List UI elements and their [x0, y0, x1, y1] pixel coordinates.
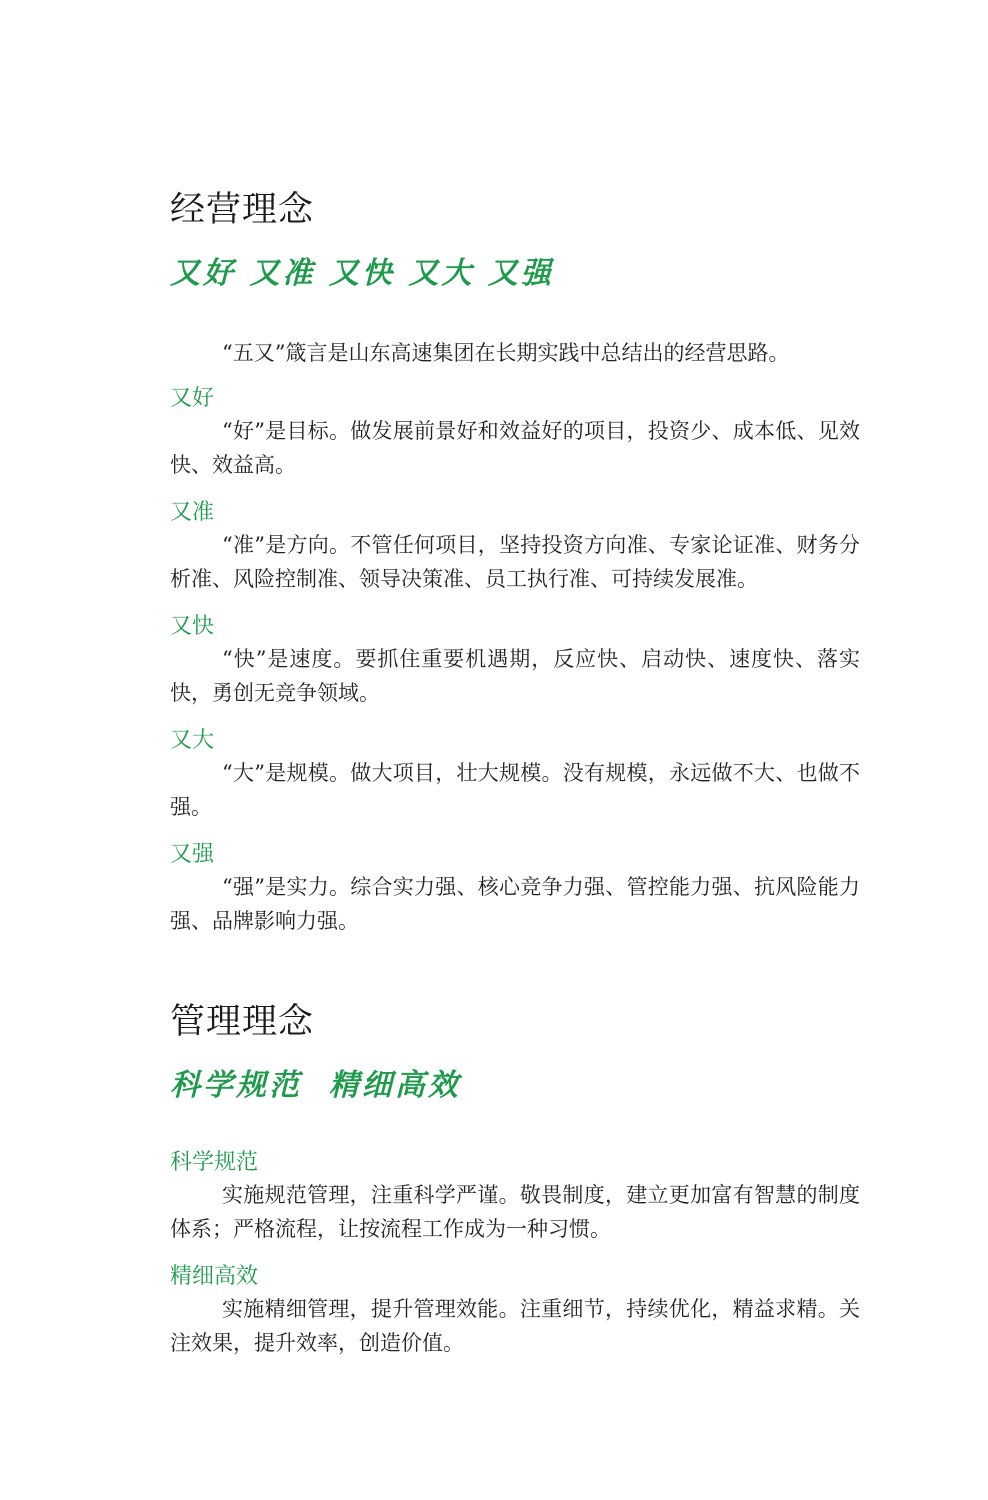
business-item — [170, 726, 860, 824]
item-body: 实施规范管理，注重科学严谨。敬畏制度，建立更加富有智慧的制度体系；严格流程，让按流程工作成为一种习惯。 — [170, 1183, 860, 1241]
item-title: 又大 — [170, 728, 215, 753]
business-items — [170, 384, 860, 954]
business-item — [170, 498, 860, 596]
item-title: 又快 — [170, 614, 215, 639]
section-title-business: 经营理念 — [170, 190, 315, 230]
item-title: 又好 — [170, 386, 215, 411]
item-body: “强”是实力。综合实力强、核心竞争力强、管控能力强、抗风险能力强、品牌影响力强。 — [170, 875, 860, 933]
business-motto: 又好 又准 又快 又大 又强 — [170, 256, 554, 291]
item-body: “准”是方向。不管任何项目，坚持投资方向准、专家论证准、财务分析准、风险控制准、领导决策准、员工执行准、可持续发展准。 — [170, 533, 860, 591]
management-items — [170, 1148, 860, 1376]
business-item — [170, 840, 860, 938]
item-title: 科学规范 — [170, 1150, 259, 1175]
section-title-management: 管理理念 — [170, 1002, 315, 1042]
management-motto: 科学规范 精细高效 — [170, 1068, 461, 1103]
business-item — [170, 384, 860, 482]
business-intro: “五又”箴言是山东高速集团在长期实践中总结出的经营思路。 — [222, 341, 790, 365]
item-body: “快”是速度。要抓住重要机遇期，反应快、启动快、速度快、落实快，勇创无竞争领域。 — [170, 647, 860, 705]
item-title: 精细高效 — [170, 1264, 259, 1289]
item-body: 实施精细管理，提升管理效能。注重细节，持续优化，精益求精。关注效果，提升效率，创造价值。 — [170, 1297, 860, 1355]
item-body: “大”是规模。做大项目，壮大规模。没有规模，永远做不大、也做不强。 — [170, 761, 860, 819]
item-body: “好”是目标。做发展前景好和效益好的项目，投资少、成本低、见效快、效益高。 — [170, 419, 860, 477]
management-item — [170, 1262, 860, 1360]
management-item — [170, 1148, 860, 1246]
item-title: 又准 — [170, 500, 215, 525]
business-item — [170, 612, 860, 710]
item-title: 又强 — [170, 842, 215, 867]
